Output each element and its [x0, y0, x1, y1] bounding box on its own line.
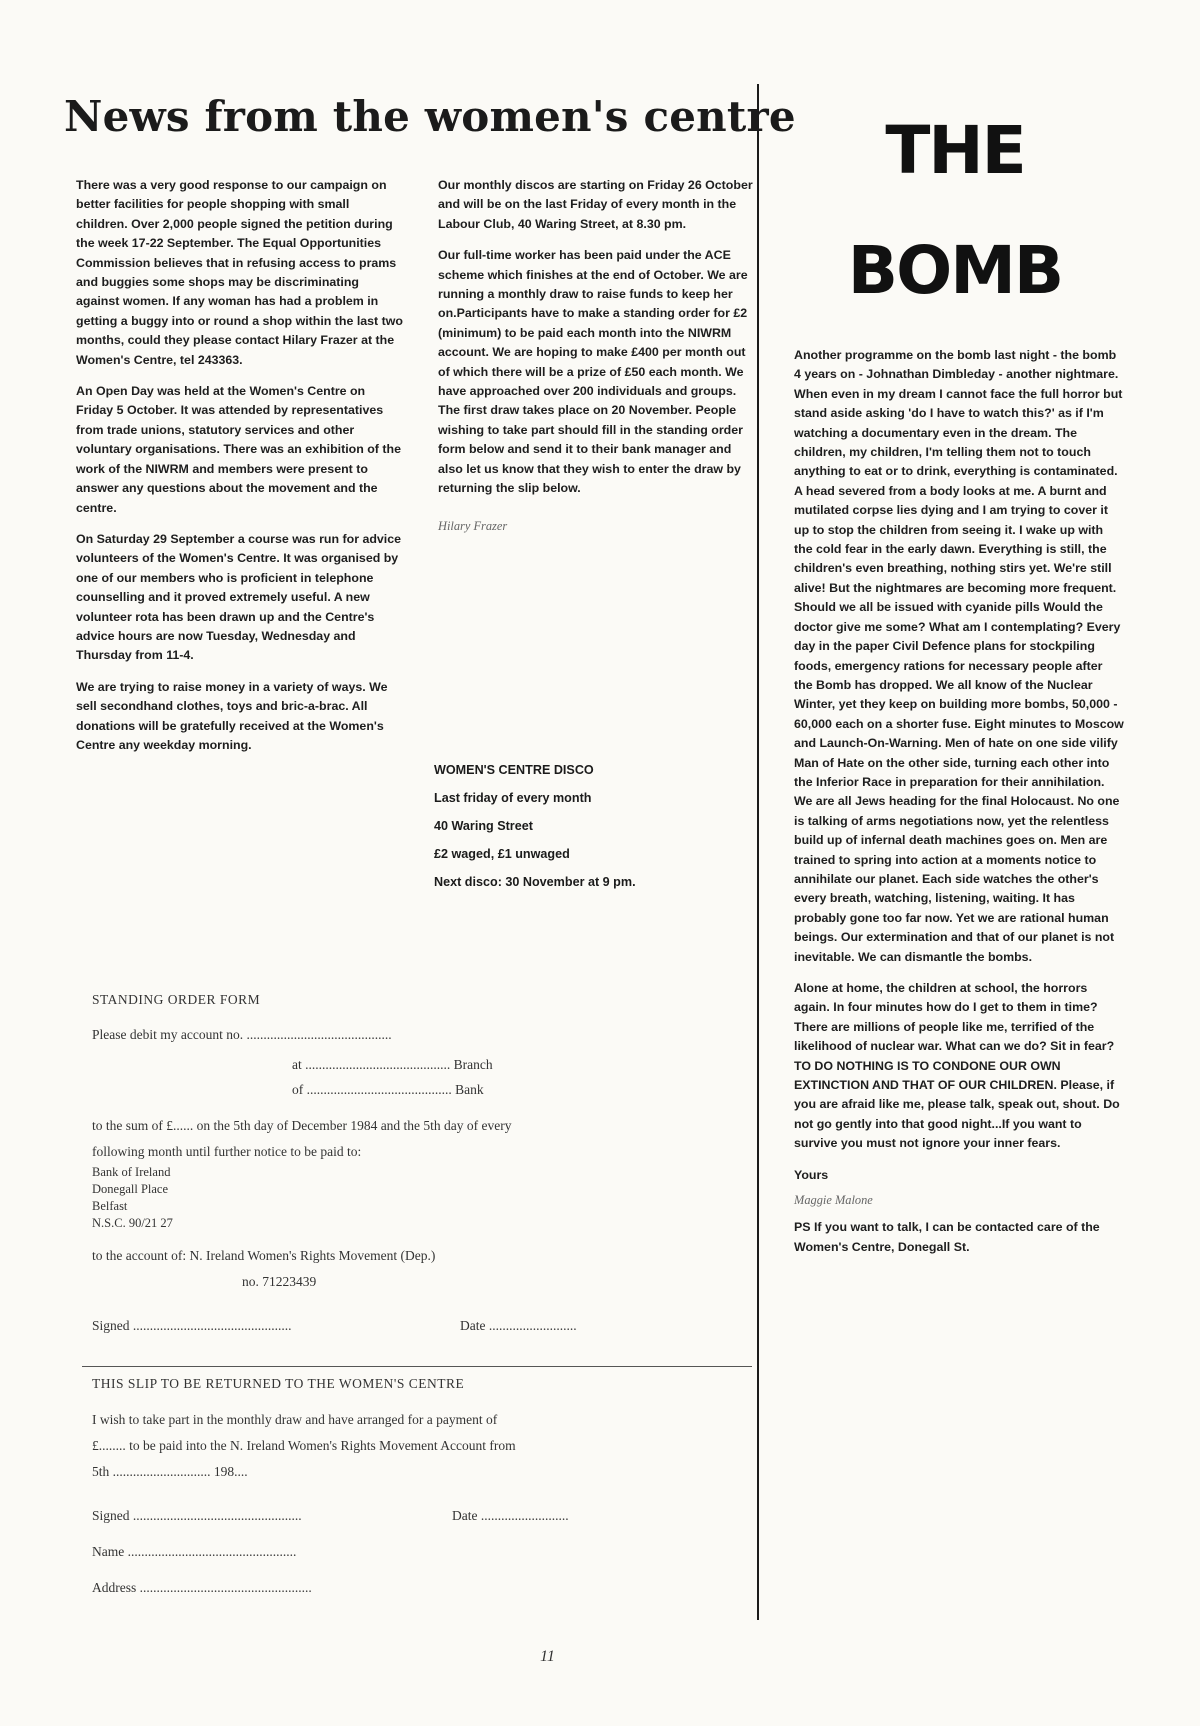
column-1: [76, 176, 404, 767]
form-account-field[interactable]: Please debit my account no. ...........................................: [92, 1027, 392, 1042]
slip-divider: [82, 1366, 752, 1367]
signature-maggie: Maggie Malone: [794, 1193, 873, 1208]
page-headline: News from the women's centre: [64, 92, 796, 141]
form-date-field[interactable]: Date ..........................: [460, 1318, 577, 1333]
form-account-of: to the account of: N. Ireland Women's Rights Movement (Dep.): [92, 1248, 436, 1263]
disco-when: Last friday of every month: [434, 791, 592, 805]
slip-signed-field[interactable]: Signed ..................................................: [92, 1508, 302, 1523]
paragraph-open-day: An Open Day was held at the Women's Centre on Friday 5 October. It was attended by representatives from trade unions, statutory services and other voluntary organisations. There was an exhibition of the work of the NIWRM and members were present to answer any questions about the movement and the centre.: [76, 384, 401, 515]
signature-hilary: Hilary Frazer: [438, 518, 508, 533]
slip-amount-field[interactable]: £........ to be paid into the N. Ireland Women's Rights Movement Account from: [92, 1438, 516, 1453]
paragraph-alone-at-home: Alone at home, the children at school, the horrors again. In four minutes how do I get to them in time? There are millions of people like me, terrified of the likelihood of nuclear war. What can we do? Sit in fear? TO DO NOTHING IS TO CONDONE OUR OWN EXTINCTION AND THAT OF OUR CHILDREN. Please, if you are afraid like me, please talk, speak out, shout. Do not go gently into that good night...If you want to survive you must not ignore your inner fears.: [794, 981, 1120, 1151]
column-2: [438, 176, 756, 548]
slip-line-1: I wish to take part in the monthly draw and have arranged for a payment of: [92, 1412, 498, 1427]
slip-title: THIS SLIP TO BE RETURNED TO THE WOMEN'S CENTRE: [92, 1376, 465, 1391]
column-3-bomb-article: [794, 346, 1124, 1269]
slip-address-field[interactable]: Address ...................................................: [92, 1580, 312, 1595]
disco-next: Next disco: 30 November at 9 pm.: [434, 875, 636, 889]
paragraph-advice-course: On Saturday 29 September a course was run for advice volunteers of the Women's Centre. It was organised by one of our members who is proficient in telephone counselling and it proved extremely useful. A new volunteer rota has been drawn up and the Centre's advice hours are now Tuesday, Wednesday and Thursday from 11-4.: [76, 531, 402, 663]
column-divider: [757, 84, 759, 1620]
form-bank-city: Belfast: [92, 1199, 128, 1213]
form-branch-field[interactable]: at ........................................... Branch: [292, 1057, 493, 1072]
form-bank-sort-code: N.S.C. 90/21 27: [92, 1216, 173, 1230]
form-account-number: no. 71223439: [242, 1274, 317, 1289]
paragraph-discos: Our monthly discos are starting on Friday 26 October and will be on the last Friday of every month in the Labour Club, 40 Waring Street, at 8.30 pm.: [438, 178, 753, 231]
form-title: STANDING ORDER FORM: [92, 992, 261, 1007]
bomb-title-the: THE: [885, 112, 1025, 189]
slip-date-field[interactable]: Date ..........................: [452, 1508, 569, 1523]
form-bank-name: Bank of Ireland: [92, 1165, 171, 1179]
disco-price: £2 waged, £1 unwaged: [434, 847, 570, 861]
slip-name-field[interactable]: Name ..................................................: [92, 1544, 297, 1559]
form-signed-field[interactable]: Signed ...............................................: [92, 1318, 292, 1333]
disco-notice: [434, 756, 754, 896]
form-sum-line[interactable]: to the sum of £...... on the 5th day of December 1984 and the 5th day of every: [92, 1118, 512, 1133]
closing-yours: Yours: [794, 1167, 829, 1182]
slip-start-date-field[interactable]: 5th ............................. 198....: [92, 1464, 248, 1479]
paragraph-petition: There was a very good response to our campaign on better facilities for people shopping with small children. Over 2,000 people signed the petition during the week 17-22 September. The Equal Opportunities Commission believes that in refusing access to prams and buggies some shops may be discriminating against women. If any woman has had a problem in getting a buggy into or round a shop within the last two months, could they please contact Hilary Frazer at the Women's Centre, tel 243363.: [76, 178, 403, 367]
form-bank-field[interactable]: of ........................................... Bank: [292, 1082, 484, 1097]
disco-title: WOMEN'S CENTRE DISCO: [434, 763, 594, 777]
paragraph-monthly-draw: Our full-time worker has been paid under the ACE scheme which finishes at the end of October. We are running a monthly draw to raise funds to keep her on.Participants have to make a standing order for £2 (minimum) to be paid each month into the NIWRM account. We are hoping to make £400 per month out of which there will be a prize of £50 each month. We have approached over 200 individuals and groups. The first draw takes place on 20 November. People wishing to take part should fill in the standing order form below and send it to their bank manager and also let us know that they wish to enter the draw by returning the slip below.: [438, 248, 748, 496]
disco-where: 40 Waring Street: [434, 819, 533, 833]
paragraph-ps: PS If you want to talk, I can be contacted care of the Women's Centre, Donegall St.: [794, 1220, 1100, 1254]
page-number: 11: [540, 1648, 555, 1665]
form-sum-line-2: following month until further notice to be paid to:: [92, 1144, 362, 1159]
bomb-title-bomb: BOMB: [847, 232, 1063, 309]
form-bank-street: Donegall Place: [92, 1182, 169, 1196]
paragraph-nightmare: Another programme on the bomb last night - the bomb 4 years on - Johnathan Dimbleday - another nightmare. When even in my dream I cannot face the full horror but stand aside asking 'do I have to watch this?' as if I'm watching a documentary even in the dream. The children, my children, I'm telling them not to touch anything to eat or to drink, everything is contaminated. A head severed from a body looks at me. A burnt and mutilated corpse lies dying and I am trying to cover it up to stop the children from seeing it. I wake up with the cold fear in the early dawn. Everything is still, the children's even breathing, nothing stirs yet. We're still alive! But the nightmares are becoming more frequent. Should we all be issued with cyanide pills Would the doctor give me some? What am I contemplating? Every day in the paper Civil Defence plans for stockpiling foods, emergency rations for necessary people after the Bomb has dropped. We all know of the Nuclear Winter, yet they keep on building more bombs, 50,000 - 60,000 each on a shorter fuse. Eight minutes to Moscow and Launch-On-Warning. Men of hate on one side vilify Man of Hate on the other side, turning each other into the Inferior Race in preparation for their annihilation. We are all Jews heading for the final Holocaust. No one is talking of arms negotiations now, yet the relentless build up of infernal death machines goes on. Men are trained to spring into action at a moments notice to annihilate our planet. Each side watches the other's every breath, watching, listening, waiting. It has probably gone too far now. Yet we are rational human beings. Our extermination and that of our planet is not inevitable. We can dismantle the bombs.: [794, 348, 1124, 964]
paragraph-fundraising: We are trying to raise money in a variety of ways. We sell secondhand clothes, toys and bric-a-brac. All donations will be gratefully received at the Women's Centre any weekday morning.: [76, 679, 388, 752]
